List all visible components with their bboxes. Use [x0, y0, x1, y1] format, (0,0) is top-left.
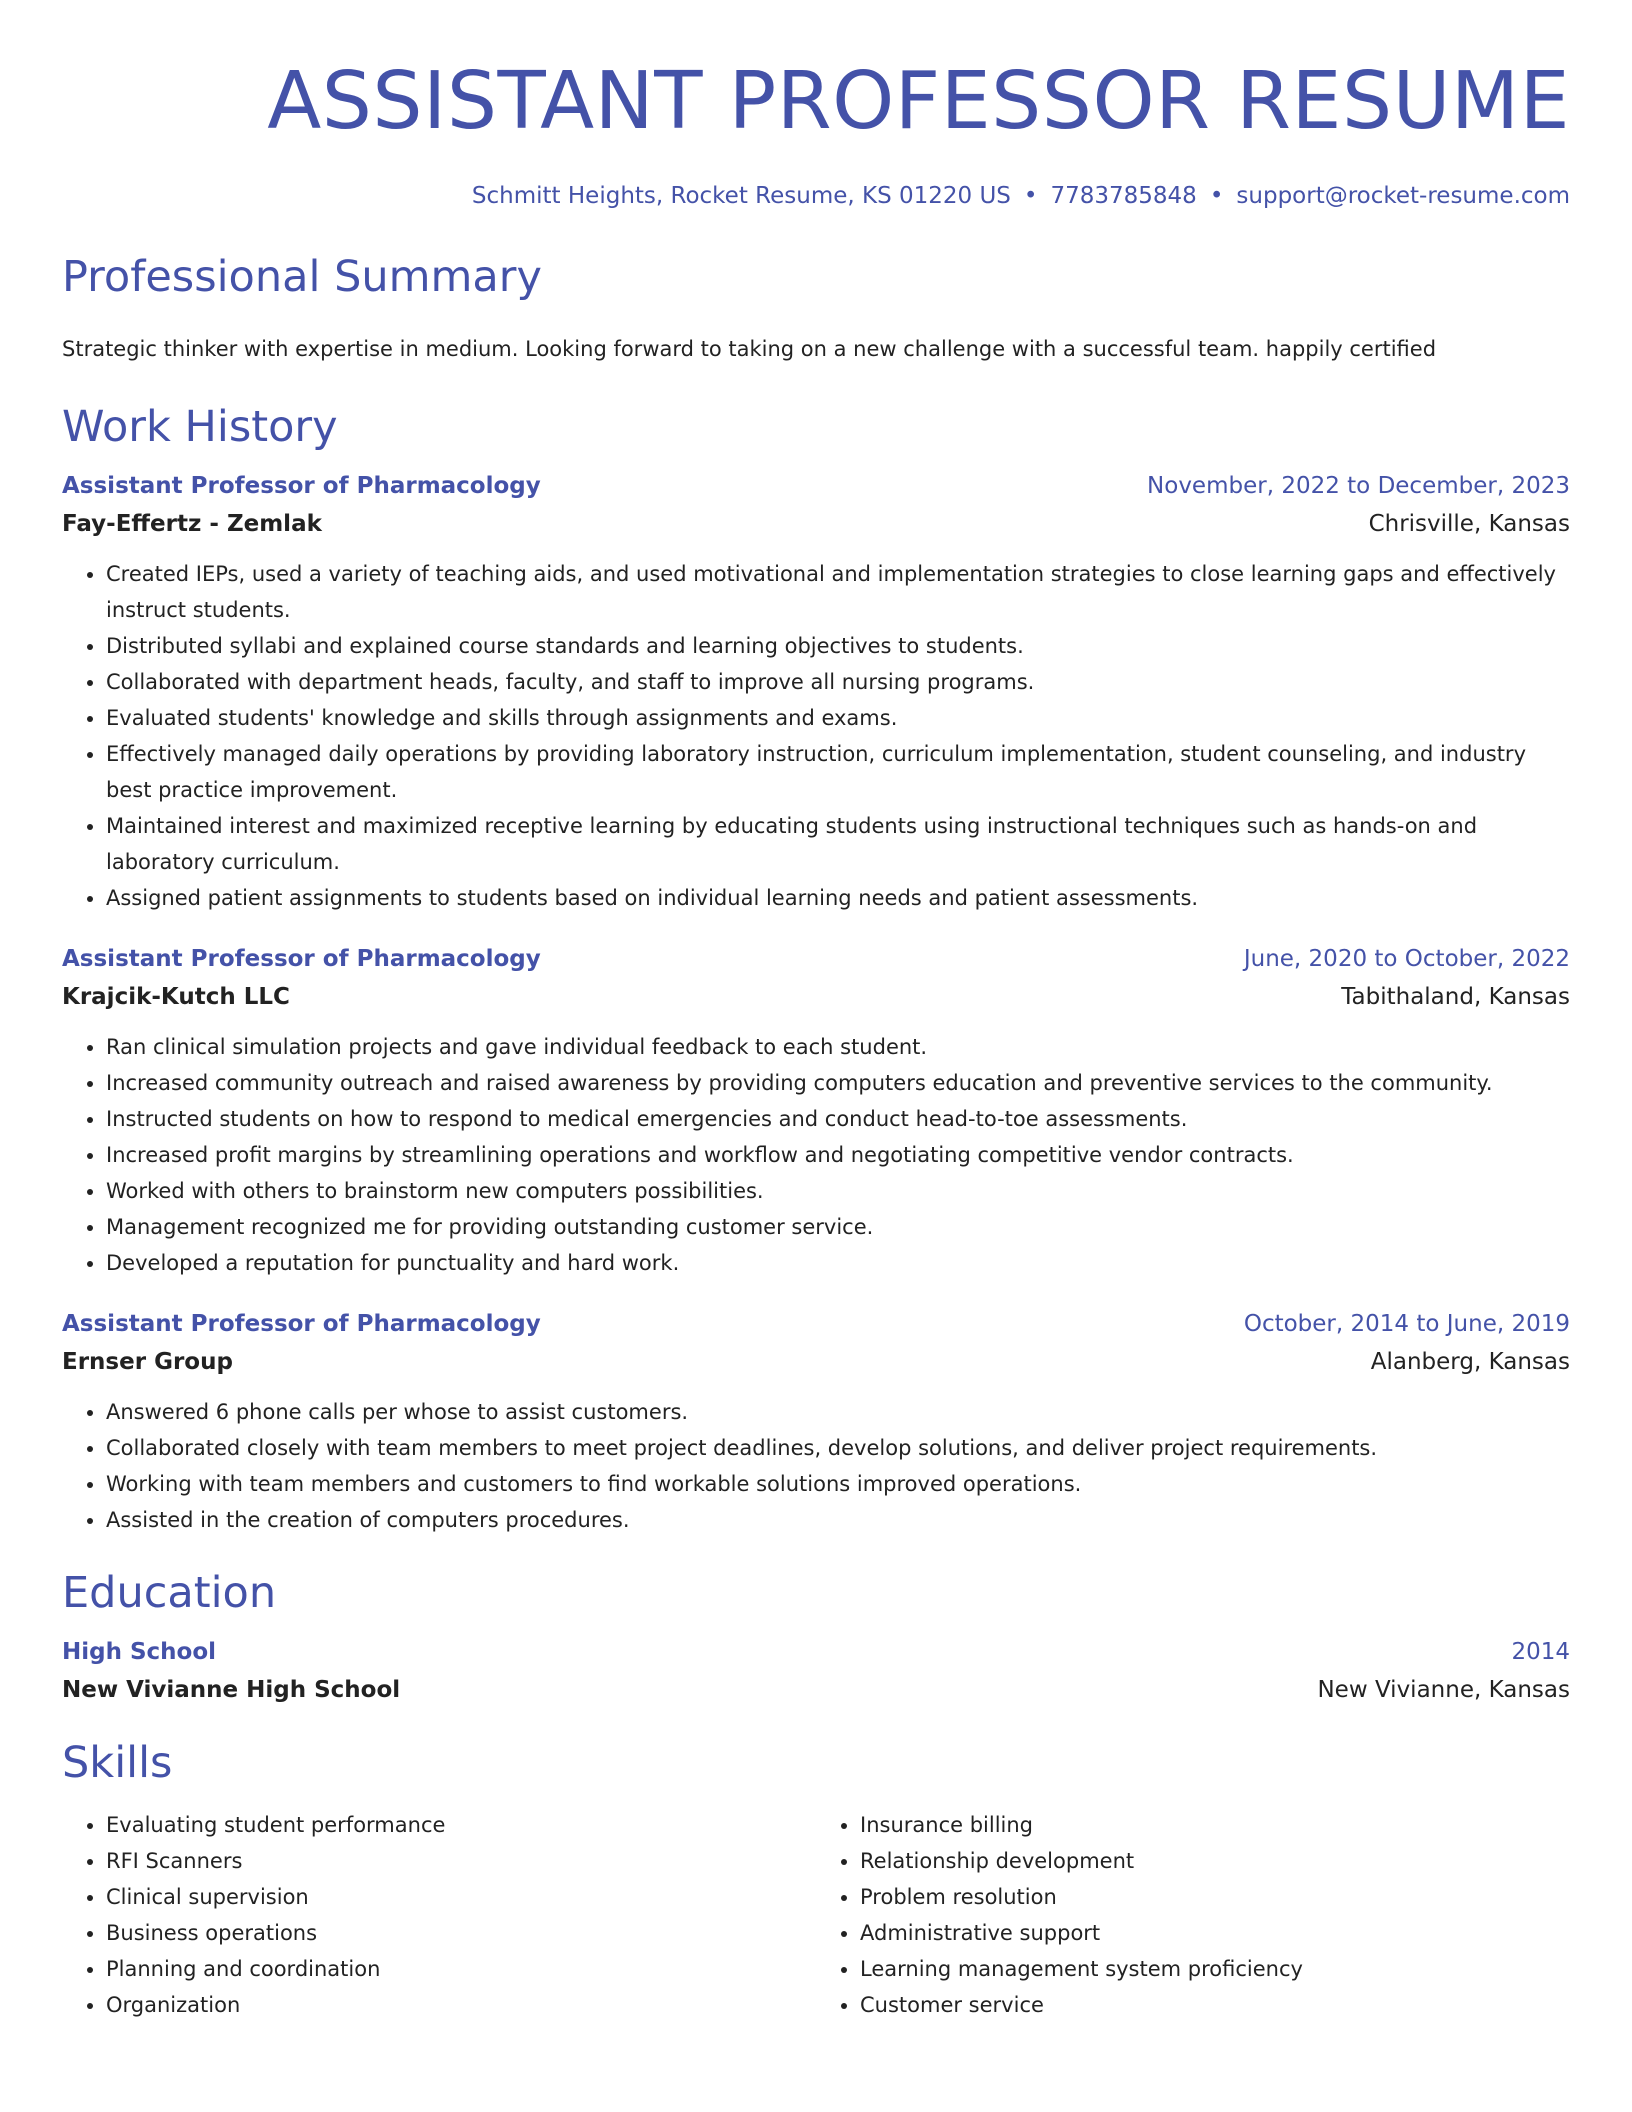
job-dates: June, 2020 to October, 2022: [1243, 946, 1570, 972]
education-header-row: [62, 1641, 1570, 1664]
job-bullets: [62, 1029, 1570, 1281]
job-company-row: [62, 986, 1570, 1009]
list-item: • Worked with others to brainstorm new computers possibilities.: [106, 1173, 1570, 1209]
job-bullets: [62, 1394, 1570, 1538]
list-item: • Created IEPs, used a variety of teaching aids, and used motivational and implementation strategies to close learning gaps and effectively instruct students.: [106, 556, 1570, 628]
list-item: • Instructed students on how to respond to medical emergencies and conduct head-to-toe assessments.: [106, 1101, 1570, 1137]
job-dates: November, 2022 to December, 2023: [1147, 473, 1570, 499]
job-company-row: [62, 513, 1570, 536]
job-bullets: [62, 556, 1570, 916]
list-item: • Business operations: [106, 1915, 816, 1951]
list-item: • Insurance billing: [860, 1807, 1570, 1843]
list-item: • Organization: [106, 1987, 816, 2023]
list-item: • Evaluating student performance: [106, 1807, 816, 1843]
list-item: • Relationship development: [860, 1843, 1570, 1879]
job-location: Alanberg, Kansas: [1370, 1349, 1570, 1375]
job-location: Tabithaland, Kansas: [1341, 984, 1570, 1010]
section-title-work-history: Work History: [62, 402, 338, 452]
list-item: • Maintained interest and maximized receptive learning by educating students using instructional techniques such as hands-on and laboratory curriculum.: [106, 808, 1570, 880]
list-item: • Collaborated with department heads, faculty, and staff to improve all nursing programs.: [106, 664, 1570, 700]
job-company-row: [62, 1351, 1570, 1374]
education-school: New Vivianne High School: [62, 1677, 401, 1703]
list-item: • Increased community outreach and raised awareness by providing computers education and preventive services to the community.: [106, 1065, 1570, 1101]
list-item: • Collaborated closely with team members to meet project deadlines, develop solutions, and deliver project requirements.: [106, 1430, 1570, 1466]
education-entry: [62, 1641, 1570, 1702]
job-title: Assistant Professor of Pharmacology: [62, 473, 541, 499]
list-item: • Answered 6 phone calls per whose to assist customers.: [106, 1394, 1570, 1430]
contact-separator: •: [1209, 183, 1224, 209]
list-item: • Customer service: [860, 1987, 1570, 2023]
list-item: • Distributed syllabi and explained course standards and learning objectives to students.: [106, 628, 1570, 664]
list-item: • Planning and coordination: [106, 1951, 816, 1987]
section-title-skills: Skills: [62, 1738, 173, 1788]
resume-title: ASSISTANT PROFESSOR RESUME: [267, 55, 1570, 147]
job-header-row: [62, 1313, 1570, 1336]
job-title: Assistant Professor of Pharmacology: [62, 1311, 541, 1337]
list-item: • Learning management system proficiency: [860, 1951, 1570, 1987]
list-item: • Management recognized me for providing outstanding customer service.: [106, 1209, 1570, 1245]
list-item: • Clinical supervision: [106, 1879, 816, 1915]
list-item: • Working with team members and customers to find workable solutions improved operations.: [106, 1466, 1570, 1502]
list-item: • RFI Scanners: [106, 1843, 816, 1879]
list-item: • Developed a reputation for punctuality and hard work.: [106, 1245, 1570, 1281]
job-company: Fay-Effertz - Zemlak: [62, 511, 322, 537]
contact-email[interactable]: support@rocket-resume.com: [1236, 183, 1570, 209]
skills-column-left: [62, 1807, 816, 2023]
education-degree: High School: [62, 1639, 217, 1665]
job-company: Krajcik-Kutch LLC: [62, 984, 290, 1010]
section-title-education: Education: [62, 1568, 277, 1618]
education-location: New Vivianne, Kansas: [1317, 1677, 1570, 1703]
job-company: Ernser Group: [62, 1349, 233, 1375]
skills-list: [62, 1807, 1570, 2023]
job-location: Chrisville, Kansas: [1368, 511, 1570, 537]
contact-phone: 7783785848: [1050, 183, 1197, 209]
job-entry: [62, 948, 1570, 1281]
job-dates: October, 2014 to June, 2019: [1243, 1311, 1570, 1337]
contact-line: [62, 185, 1570, 208]
list-item: • Increased profit margins by streamlining operations and workflow and negotiating competitive vendor contracts.: [106, 1137, 1570, 1173]
education-school-row: [62, 1679, 1570, 1702]
job-header-row: [62, 475, 1570, 498]
list-item: • Effectively managed daily operations by providing laboratory instruction, curriculum implementation, student counseling, and industry best practice improvement.: [106, 736, 1570, 808]
contact-separator: •: [1023, 183, 1038, 209]
section-title-summary: Professional Summary: [62, 252, 542, 302]
job-entry: [62, 475, 1570, 916]
skills-column-right: [816, 1807, 1570, 2023]
job-entry: [62, 1313, 1570, 1538]
job-header-row: [62, 948, 1570, 971]
job-title: Assistant Professor of Pharmacology: [62, 946, 541, 972]
list-item: • Problem resolution: [860, 1879, 1570, 1915]
education-year: 2014: [1511, 1639, 1570, 1665]
list-item: • Administrative support: [860, 1915, 1570, 1951]
list-item: • Assisted in the creation of computers procedures.: [106, 1502, 1570, 1538]
contact-address: Schmitt Heights, Rocket Resume, KS 01220 US: [471, 183, 1011, 209]
summary-text: Strategic thinker with expertise in medium. Looking forward to taking on a new challenge with a successful team. happily certified: [62, 337, 1437, 361]
list-item: • Evaluated students' knowledge and skills through assignments and exams.: [106, 700, 1570, 736]
list-item: • Assigned patient assignments to students based on individual learning needs and patient assessments.: [106, 880, 1570, 916]
list-item: • Ran clinical simulation projects and gave individual feedback to each student.: [106, 1029, 1570, 1065]
